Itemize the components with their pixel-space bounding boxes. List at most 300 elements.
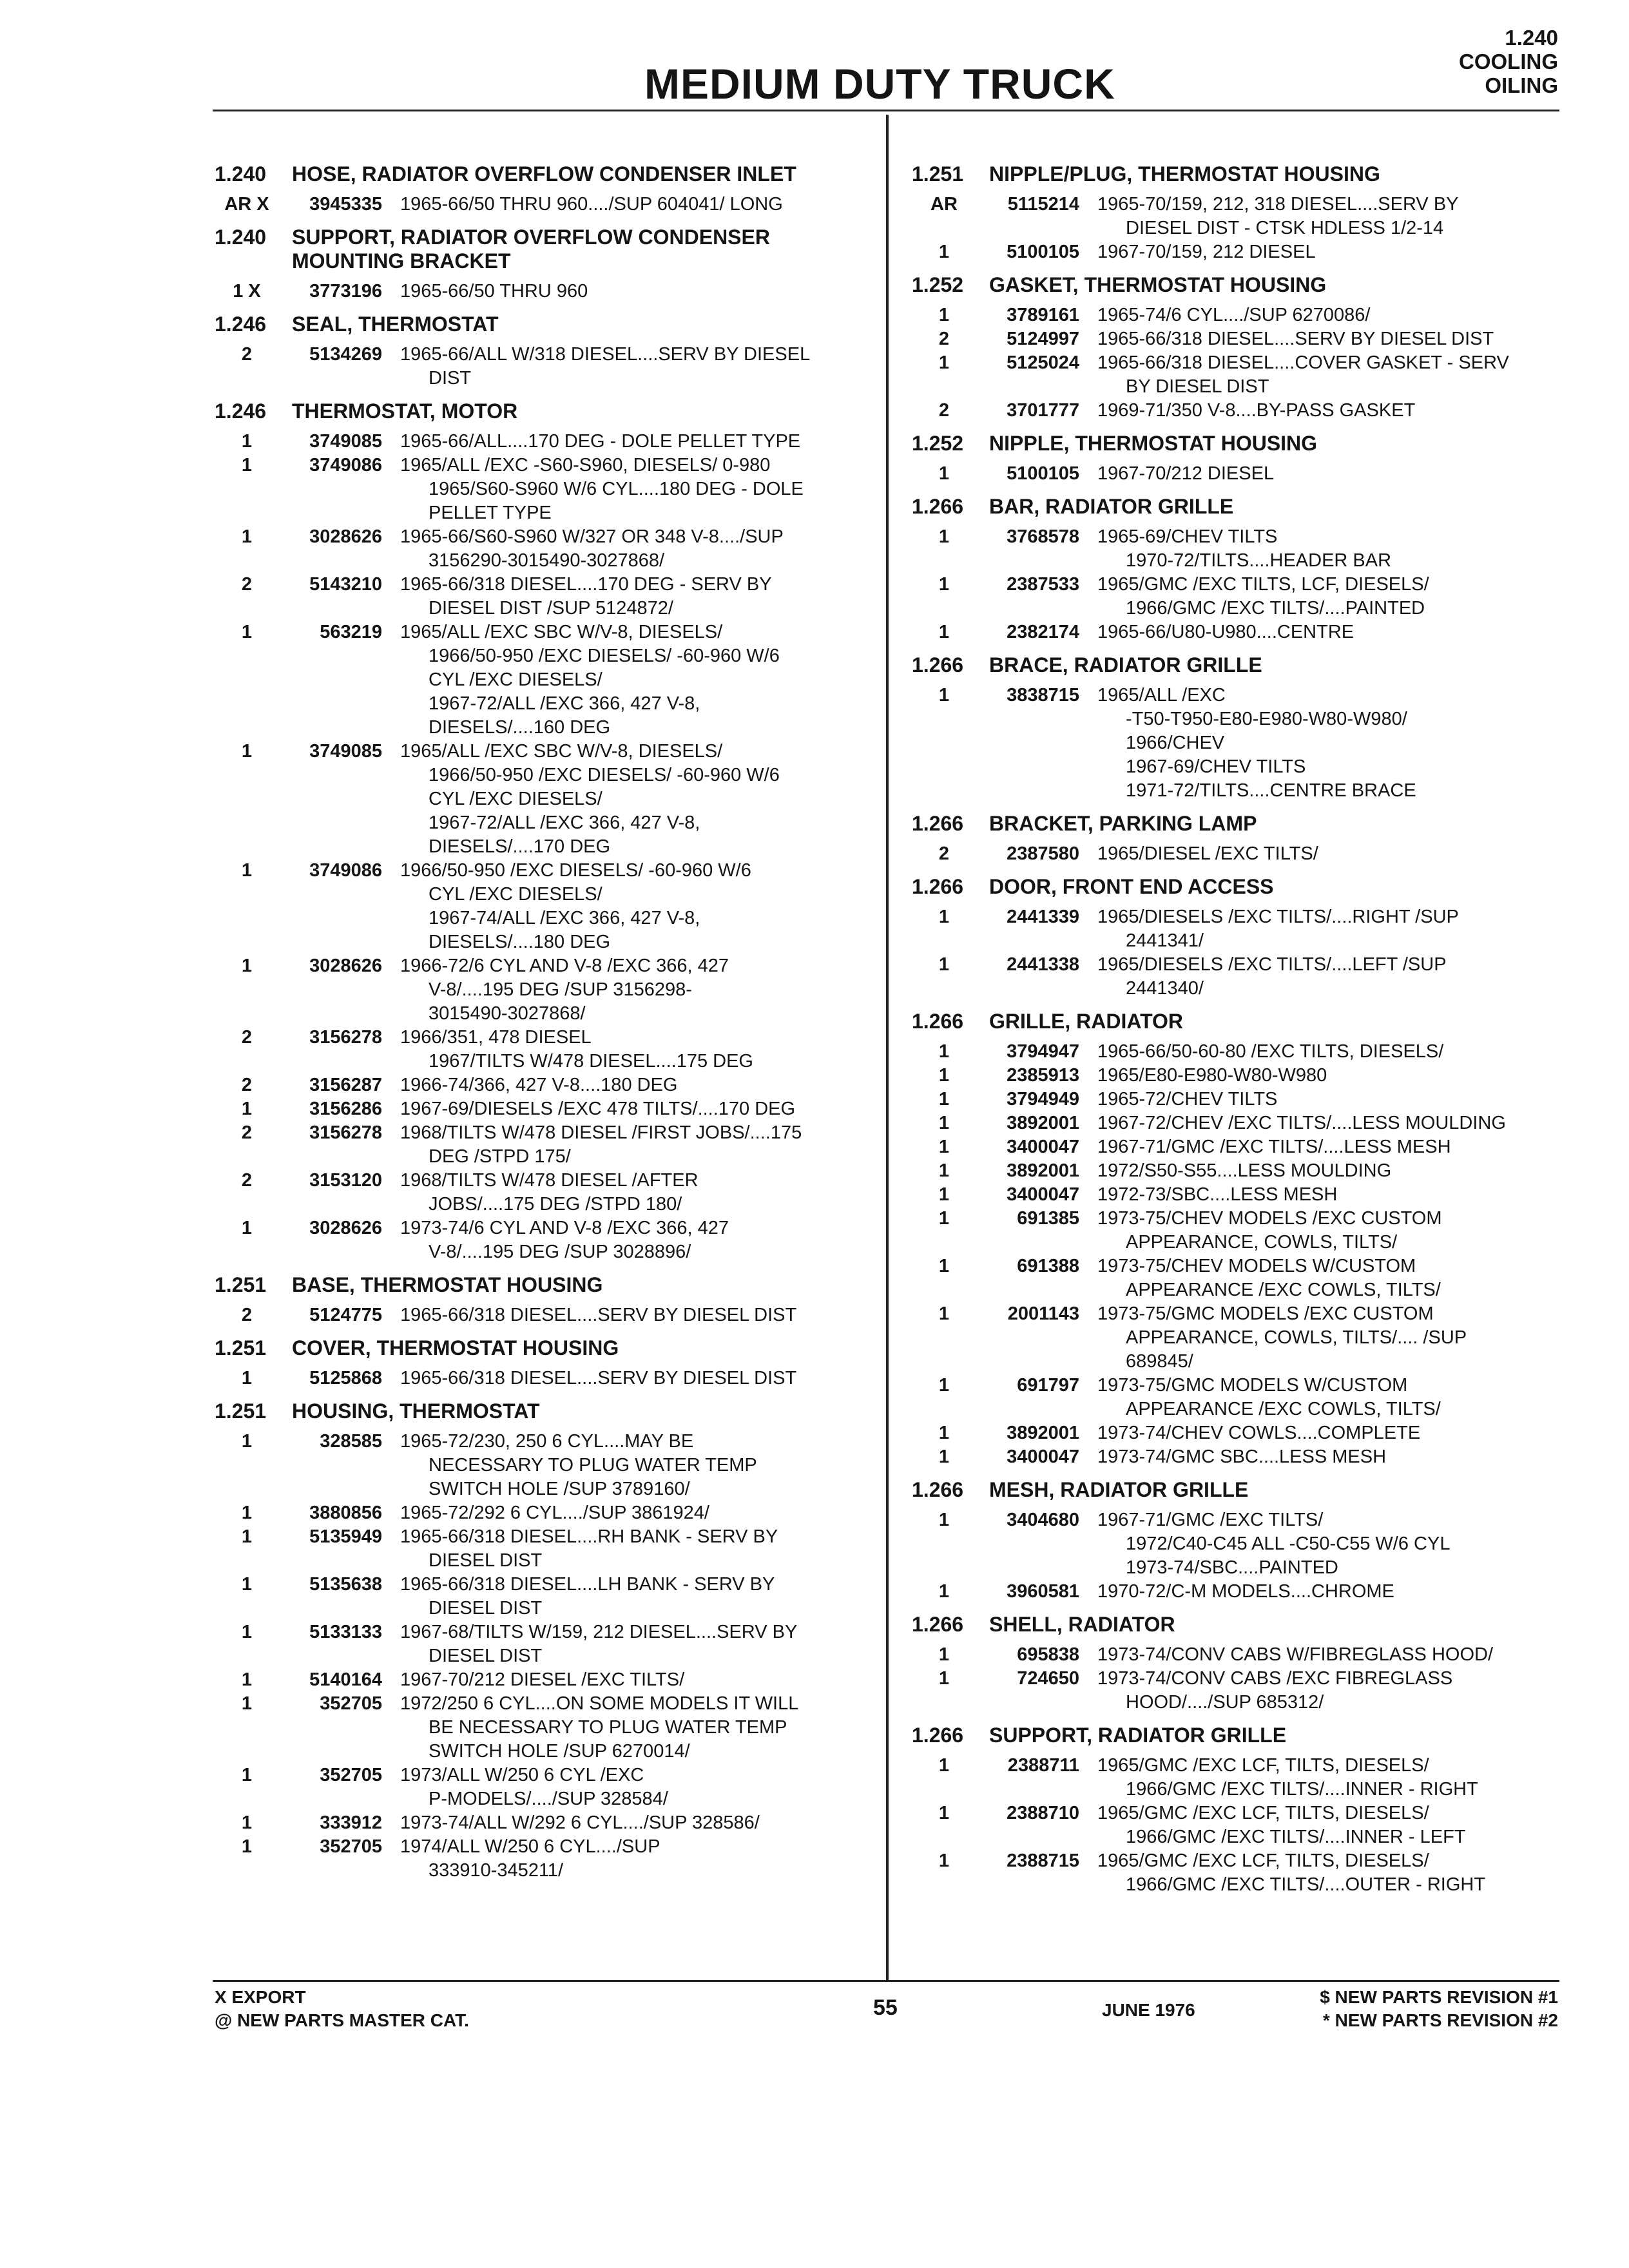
part-description [1097,399,1563,423]
part-entry [215,1430,859,1501]
part-entry [912,1302,1563,1374]
part-number: 3794949 [1007,1089,1079,1110]
description-line: 1965/ALL /EXC SBC W/V-8, DIESELS/ [400,741,723,762]
part-number: 3794947 [1007,1041,1079,1062]
section-name: BRACE, RADIATOR GRILLE [989,653,1262,677]
description-line: 1967-69/DIESELS /EXC 478 TILTS/....170 DEG [400,1099,796,1119]
part-entry [912,1421,1563,1445]
footer-rule [213,1980,1559,1982]
quantity: 1 [241,622,253,642]
legend-export: X EXPORT [215,1987,306,2007]
quantity: 1 [938,1041,950,1062]
section-code: 1.246 [215,399,267,423]
part-description [1097,573,1563,620]
part-description [400,1668,859,1692]
part-entry [912,1111,1563,1135]
description-line: SWITCH HOLE /SUP 3789160/ [429,1479,690,1499]
part-description [1097,1802,1563,1849]
part-number: 3153120 [309,1170,382,1191]
part-description [400,1763,859,1811]
section-heading [215,399,859,423]
quantity: 1 [938,685,950,706]
description-line: 1967-71/GMC /EXC TILTS/ [1097,1510,1324,1530]
legend-revision-2: * NEW PARTS REVISION #2 [1322,2010,1558,2030]
catalog-section [912,495,1563,644]
description-line: V-8/....195 DEG /SUP 3028896/ [429,1242,691,1262]
part-number: 5143210 [309,574,382,595]
part-entry [912,1159,1563,1183]
description-line: SWITCH HOLE /SUP 6270014/ [429,1741,690,1762]
part-number: 3880856 [309,1503,382,1523]
catalog-section [912,1724,1563,1897]
part-entry [215,1835,859,1883]
section-heading [912,273,1563,297]
part-description [400,1525,859,1573]
part-number: 5140164 [309,1669,382,1690]
quantity: 2 [938,329,950,349]
part-entry [912,1754,1563,1802]
part-number: 691797 [1017,1375,1079,1396]
description-line: 1965-72/230, 250 6 CYL....MAY BE [400,1431,694,1452]
part-description [1097,525,1563,573]
quantity: 2 [241,1075,253,1095]
description-line: 1966-74/366, 427 V-8....180 DEG [400,1075,678,1095]
description-line: 1973-75/GMC MODELS W/CUSTOM [1097,1375,1408,1396]
part-description [1097,1064,1563,1088]
part-number: 3156287 [309,1075,382,1095]
part-description [1097,1580,1563,1604]
description-line: DIESEL DIST [429,1598,543,1619]
description-line: 1965-74/6 CYL..../SUP 6270086/ [1097,305,1371,325]
part-description [1097,1643,1563,1667]
catalog-section [912,273,1563,423]
quantity: 1 [241,1693,253,1714]
description-line: BE NECESSARY TO PLUG WATER TEMP [429,1717,787,1738]
description-line: 1967-72/ALL /EXC 366, 427 V-8, [429,693,700,714]
part-number: 333912 [320,1812,382,1833]
part-description [1097,327,1563,351]
description-line: 1973-74/GMC SBC....LESS MESH [1097,1446,1387,1467]
part-entry [912,1508,1563,1580]
part-description [1097,1040,1563,1064]
part-description [400,430,859,454]
catalog-section [215,226,859,303]
part-entry [215,1620,859,1668]
section-code: 1.240 [215,226,267,249]
section-code: 1.251 [215,1273,267,1296]
part-number: 2001143 [1007,1303,1079,1324]
description-line: 1965/E80-E980-W80-W980 [1097,1065,1327,1086]
quantity: 1 [938,1850,950,1871]
description-line: 333910-345211/ [429,1860,564,1881]
part-description [400,193,859,216]
section-heading [912,162,1563,186]
description-line: 3156290-3015490-3027868/ [429,550,665,571]
description-line: 1965-66/50 THRU 960 [400,281,588,302]
part-description [400,1501,859,1525]
description-line: 1965/DIESEL /EXC TILTS/ [1097,843,1318,864]
section-heading [912,432,1563,456]
part-description [1097,1374,1563,1421]
quantity: 1 [938,1089,950,1110]
part-description [1097,1445,1563,1469]
description-line: 1967-72/ALL /EXC 366, 427 V-8, [429,812,700,833]
quantity: 1 [241,455,253,476]
publication-date: JUNE 1976 [1102,2000,1195,2020]
part-entry [215,280,859,303]
legend-revision-1: $ NEW PARTS REVISION #1 [1320,1987,1558,2007]
part-entry [912,573,1563,620]
section-indicator [1459,26,1558,97]
part-description [1097,1302,1563,1374]
part-description [400,1121,859,1169]
section-code: 1.251 [912,162,964,186]
description-line: 1973-74/CONV CABS W/FIBREGLASS HOOD/ [1097,1644,1494,1665]
section-name: SHELL, RADIATOR [989,1613,1175,1636]
description-line: 1966-72/6 CYL AND V-8 /EXC 366, 427 [400,956,729,976]
part-number: 724650 [1017,1668,1079,1689]
part-entry [215,343,859,390]
description-line: 1965/GMC /EXC LCF, TILTS, DIESELS/ [1097,1755,1429,1776]
section-name: SUPPORT, RADIATOR OVERFLOW CONDENSER MOUNTING BRACKET [292,226,770,273]
part-description [1097,1159,1563,1183]
section-code: 1.266 [912,653,964,677]
description-line: 1965-66/318 DIESEL....170 DEG - SERV BY [400,574,772,595]
catalog-section [215,1273,859,1327]
quantity: 1 [938,1113,950,1133]
part-number: 5115214 [1007,194,1079,215]
section-name: HOUSING, THERMOSTAT [292,1399,540,1423]
part-entry [215,193,859,216]
quantity: 1 [241,1669,253,1690]
description-line: BY DIESEL DIST [1126,376,1269,397]
section-code: 1.266 [912,1010,964,1033]
part-entry [215,740,859,859]
part-number: 5100105 [1007,463,1079,484]
description-line: DIESEL DIST /SUP 5124872/ [429,598,673,619]
description-line: DIESEL DIST [429,1646,543,1666]
section-name: MESH, RADIATOR GRILLE [989,1478,1249,1501]
part-entry [215,430,859,454]
description-line: 1966/351, 478 DIESEL [400,1027,592,1048]
quantity: 1 [241,741,253,762]
part-number: 3701777 [1007,400,1079,421]
quantity: 1 [938,526,950,547]
description-line: DEG /STPD 175/ [429,1146,571,1167]
quantity: 1 [938,1446,950,1467]
section-heading [912,812,1563,836]
part-number: 3400047 [1007,1446,1079,1467]
description-line: DIST [429,368,472,389]
part-number: 2385913 [1007,1065,1079,1086]
part-entry [912,1667,1563,1715]
quantity: 1 [938,1510,950,1530]
part-description [400,454,859,525]
description-line: 1967-70/212 DIESEL /EXC TILTS/ [400,1669,685,1690]
quantity: 1 [938,352,950,373]
section-name: GASKET, THERMOSTAT HOUSING [989,273,1327,296]
part-entry [215,1501,859,1525]
quantity: 1 [241,1526,253,1547]
section-heading [215,1399,859,1423]
part-number: 3773196 [309,281,382,302]
part-description [400,1216,859,1264]
part-number: 5133133 [309,1622,382,1642]
description-line: 1967-70/159, 212 DIESEL [1097,242,1316,262]
description-line: 1965-66/50 THRU 960..../SUP 604041/ LONG [400,194,783,215]
quantity: 2 [241,574,253,595]
description-line: 1965-72/292 6 CYL..../SUP 3861924/ [400,1503,709,1523]
part-description [1097,1207,1563,1254]
description-line: 1966/50-950 /EXC DIESELS/ -60-960 W/6 [429,646,780,666]
section-name: NIPPLE, THERMOSTAT HOUSING [989,432,1318,455]
catalog-section [215,1336,859,1390]
left-column [215,153,859,1883]
part-description [400,1073,859,1097]
part-number: 5124997 [1007,329,1079,349]
section-heading [912,1010,1563,1033]
description-line: DIESEL DIST [429,1550,543,1571]
part-entry [215,1169,859,1216]
part-description [400,1303,859,1327]
quantity: 1 [938,1256,950,1276]
description-line: CYL /EXC DIESELS/ [429,884,602,905]
description-line: 1973/ALL W/250 6 CYL /EXC [400,1765,644,1785]
description-line: 1965-66/318 DIESEL....SERV BY DIESEL DIST [1097,329,1494,349]
part-entry [912,351,1563,399]
description-line: 1965-66/318 DIESEL....SERV BY DIESEL DIST [400,1305,797,1325]
description-line: 1965-72/CHEV TILTS [1097,1089,1278,1110]
section-code: 1.266 [912,1478,964,1501]
part-number: 3892001 [1007,1160,1079,1181]
section-code: 1.251 [215,1336,267,1360]
part-entry [912,905,1563,953]
section-code: 1.266 [912,1724,964,1747]
description-line: 1965/GMC /EXC LCF, TILTS, DIESELS/ [1097,1850,1429,1871]
quantity: 1 X [233,281,261,302]
part-entry [215,1097,859,1121]
section-code: 1.266 [912,875,964,898]
section-code: 1.251 [215,1399,267,1423]
part-entry [912,1445,1563,1469]
part-number: 3028626 [309,526,382,547]
part-entry [215,1303,859,1327]
legend-master-catalog: @ NEW PARTS MASTER CAT. [215,2010,469,2030]
part-entry [215,1216,859,1264]
description-line: 1965-66/318 DIESEL....SERV BY DIESEL DIST [400,1368,797,1389]
description-line: 1967/TILTS W/478 DIESEL....175 DEG [429,1051,753,1072]
part-entry [215,1525,859,1573]
description-line: 1972-73/SBC....LESS MESH [1097,1184,1338,1205]
part-description [1097,905,1563,953]
catalog-section [912,1010,1563,1469]
part-entry [912,1040,1563,1064]
part-description [400,1835,859,1883]
description-line: APPEARANCE /EXC COWLS, TILTS/ [1126,1280,1441,1300]
section-label-oiling: OILING [1485,73,1558,97]
section-name: DOOR, FRONT END ACCESS [989,875,1274,898]
description-line: 1965-69/CHEV TILTS [1097,526,1278,547]
description-line: CYL /EXC DIESELS/ [429,669,602,690]
quantity: 2 [938,843,950,864]
part-number: 2387580 [1007,843,1079,864]
description-line: 2441340/ [1126,978,1204,999]
part-number: 2441339 [1007,907,1079,927]
part-number: 352705 [320,1765,382,1785]
part-number: 3838715 [1007,685,1079,706]
quantity: 1 [938,574,950,595]
quantity: 1 [241,1099,253,1119]
part-description [400,620,859,740]
quantity: 1 [938,1755,950,1776]
description-line: DIESELS/....180 DEG [429,932,611,952]
part-entry [215,859,859,954]
part-entry [912,953,1563,1001]
part-number: 3404680 [1007,1510,1079,1530]
part-number: 3400047 [1007,1137,1079,1157]
part-description [400,1169,859,1216]
part-description [400,1367,859,1390]
catalog-section [912,432,1563,486]
description-line: 1965/ALL /EXC [1097,685,1226,706]
section-heading [215,1273,859,1297]
quantity: 1 [938,1644,950,1665]
part-entry [215,1763,859,1811]
section-code: 1.266 [912,812,964,835]
description-line: 1967-69/CHEV TILTS [1126,756,1306,777]
description-line: 1966/CHEV [1126,733,1225,753]
part-number: 5134269 [309,344,382,365]
part-number: 3768578 [1007,526,1079,547]
description-line: 1965/DIESELS /EXC TILTS/....LEFT /SUP [1097,954,1447,975]
part-entry [912,1849,1563,1897]
part-number: 691385 [1017,1208,1079,1229]
part-number: 3892001 [1007,1423,1079,1443]
description-line: 3015490-3027868/ [429,1003,586,1024]
part-description [400,740,859,859]
part-entry [912,1643,1563,1667]
part-number: 2382174 [1007,622,1079,642]
description-line: 1965-66/318 DIESEL....RH BANK - SERV BY [400,1526,778,1547]
section-code: 1.266 [912,1613,964,1636]
part-entry [215,1073,859,1097]
description-line: 1966/50-950 /EXC DIESELS/ -60-960 W/6 [400,860,751,881]
description-line: APPEARANCE, COWLS, TILTS/.... /SUP [1126,1327,1467,1348]
description-line: 1972/C40-C45 ALL -C50-C55 W/6 CYL [1126,1533,1451,1554]
part-description [400,1811,859,1835]
description-line: APPEARANCE /EXC COWLS, TILTS/ [1126,1399,1441,1419]
part-description [400,525,859,573]
quantity: 2 [241,1305,253,1325]
right-column [912,153,1563,1897]
description-line: 1967-70/212 DIESEL [1097,463,1275,484]
part-number: 352705 [320,1693,382,1714]
description-line: 1965/GMC /EXC TILTS, LCF, DIESELS/ [1097,574,1429,595]
part-description [400,343,859,390]
description-line: -T50-T950-E80-E980-W80-W980/ [1126,709,1407,729]
part-description [1097,620,1563,644]
part-description [1097,953,1563,1001]
catalog-section [912,162,1563,264]
part-description [400,1620,859,1668]
description-line: 1965-66/50-60-80 /EXC TILTS, DIESELS/ [1097,1041,1444,1062]
description-line: 1973-74/ALL W/292 6 CYL..../SUP 328586/ [400,1812,760,1833]
part-description [1097,1088,1563,1111]
part-description [1097,1183,1563,1207]
description-line: 1967-72/CHEV /EXC TILTS/....LESS MOULDING [1097,1113,1506,1133]
description-line: 1969-71/350 V-8....BY-PASS GASKET [1097,400,1416,421]
part-number: 5135949 [309,1526,382,1547]
part-entry [912,1374,1563,1421]
description-line: 1970-72/TILTS....HEADER BAR [1126,550,1392,571]
quantity: 1 [938,1375,950,1396]
quantity: 1 [241,1431,253,1452]
description-line: 1965-66/ALL....170 DEG - DOLE PELLET TYPE [400,431,801,452]
part-entry [912,1580,1563,1604]
part-number: 2388710 [1007,1803,1079,1823]
quantity: 1 [241,1503,253,1523]
quantity: 2 [241,344,253,365]
description-line: 1965/ALL /EXC -S60-S960, DIESELS/ 0-980 [400,455,771,476]
section-name: HOSE, RADIATOR OVERFLOW CONDENSER INLET [292,162,796,186]
part-description [1097,1111,1563,1135]
description-line: HOOD/..../SUP 685312/ [1126,1692,1324,1713]
part-number: 3400047 [1007,1184,1079,1205]
part-number: 3749085 [309,431,382,452]
quantity: 1 [241,526,253,547]
part-entry [215,954,859,1026]
section-name: GRILLE, RADIATOR [989,1010,1184,1033]
part-description [1097,1508,1563,1580]
part-entry [912,1183,1563,1207]
quantity: 1 [938,1184,950,1205]
part-description [1097,303,1563,327]
part-entry [215,1367,859,1390]
part-number: 5125868 [309,1368,382,1389]
part-description [400,1097,859,1121]
part-description [400,1026,859,1073]
catalog-section [912,653,1563,803]
quantity: 1 [938,1803,950,1823]
description-line: DIESELS/....160 DEG [429,717,611,738]
header-rule [213,110,1559,111]
part-entry [215,525,859,573]
section-name: NIPPLE/PLUG, THERMOSTAT HOUSING [989,162,1380,186]
part-number: 3156286 [309,1099,382,1119]
description-line: 1968/TILTS W/478 DIESEL /FIRST JOBS/....175 [400,1122,802,1143]
part-entry [912,399,1563,423]
description-line: 1973-74/CHEV COWLS....COMPLETE [1097,1423,1421,1443]
description-line: APPEARANCE, COWLS, TILTS/ [1126,1232,1398,1253]
part-description [1097,1254,1563,1302]
description-line: 1965/S60-S960 W/6 CYL....180 DEG - DOLE [429,479,804,499]
part-description [400,1692,859,1763]
part-number: 2388711 [1007,1755,1079,1776]
description-line: 1971-72/TILTS....CENTRE BRACE [1126,780,1416,801]
part-entry [215,1573,859,1620]
quantity: 1 [241,1812,253,1833]
quantity: 1 [938,1208,950,1229]
description-line: 1966/GMC /EXC TILTS/....PAINTED [1126,598,1425,619]
description-line: 1965-66/U80-U980....CENTRE [1097,622,1354,642]
section-name: SUPPORT, RADIATOR GRILLE [989,1724,1287,1747]
part-number: 5135638 [309,1574,382,1595]
part-description [400,573,859,620]
description-line: 1973-74/6 CYL AND V-8 /EXC 366, 427 [400,1218,729,1238]
quantity: 1 [241,431,253,452]
section-name: BAR, RADIATOR GRILLE [989,495,1234,518]
description-line: 1967-71/GMC /EXC TILTS/....LESS MESH [1097,1137,1451,1157]
